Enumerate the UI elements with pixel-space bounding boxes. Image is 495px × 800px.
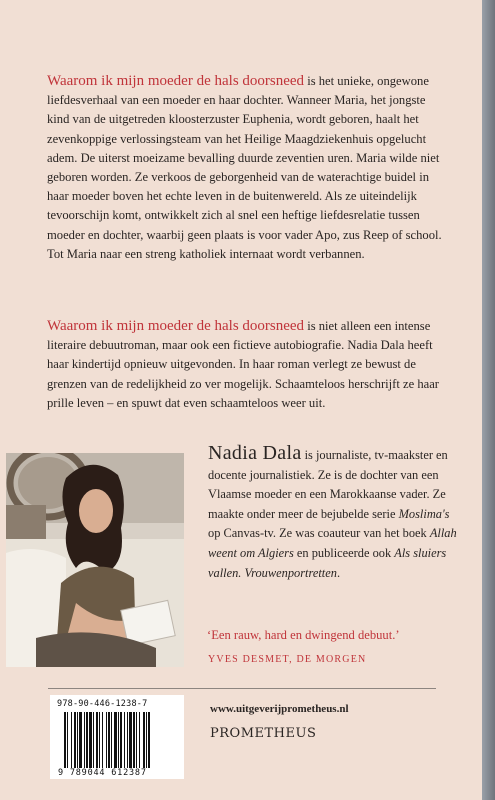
- barcode-bar: [143, 712, 145, 768]
- bio-text-1: is journaliste, tv-maakster en docente journalistiek. Ze is de dochter van een Vlaamse moeder en een Marokkaanse vader. Ze maakte onder meer de bejubelde serie: [208, 448, 448, 521]
- barcode-bar: [86, 712, 88, 768]
- isbn-label: 978-90-446-1238-7: [57, 699, 148, 709]
- barcode-bar: [133, 712, 135, 768]
- review-source: YVES DESMET, DE MORGEN: [208, 654, 367, 665]
- book-title-sluiers: Als sluiers vallen. Vrouwenportretten: [208, 545, 447, 580]
- barcode-bar: [114, 712, 117, 768]
- author-name: Nadia Dala: [208, 442, 302, 464]
- barcode-bar: [146, 712, 147, 768]
- barcode-bar: [127, 712, 128, 768]
- blurb-text-1: is het unieke, ongewone liefdesverhaal van een moeder en haar dochter. Wanneer Maria, het jongste kind van de uitgetreden kloosterzuster Euphenia, wordt geboren, haalt het zevenkoppige verlossingsteam van het Heilige Maagdziekenhuis opgelucht adem. De uiterst moeizame bevalling duurde zeventien uren. Maria wilde niet geboren worden. Ze verkoos de geborgenheid van de waterachtige buidel in haar moeder boven het echte leven in de buitenwereld. Als ze uiteindelijk tevoorschijn komt, ontwikkelt zich al snel een heftige liefdesrelatie tussen moeder en dochter, waarbij geen plaats is voor vader Apo, zus Reep of school. Tot Maria naar een streng katholiek internaat wordt verbannen.: [47, 74, 442, 261]
- author-bio: [208, 444, 458, 583]
- barcode-bar: [96, 712, 98, 768]
- barcode: [64, 712, 178, 768]
- book-title-1: Waarom ik mijn moeder de hals doorsneed: [47, 73, 305, 89]
- series-title: Moslima's: [398, 506, 450, 521]
- barcode-bar: [74, 712, 76, 768]
- barcode-bar: [84, 712, 85, 768]
- barcode-bar: [71, 712, 72, 768]
- blurb-paragraph-1: [47, 72, 447, 264]
- author-photo: [6, 453, 184, 667]
- barcode-bar: [93, 712, 94, 768]
- blurb-paragraph-2: [47, 317, 447, 413]
- divider: [48, 688, 436, 689]
- book-title-2: Waarom ik mijn moeder de hals doorsneed: [47, 318, 305, 334]
- review-quote: ‘Een rauw, hard en dwingend debuut.’: [207, 628, 400, 642]
- bio-text-3: en publiceerde ook: [293, 545, 395, 560]
- book-edge: [482, 0, 495, 800]
- barcode-bar: [139, 712, 140, 768]
- barcode-bar: [99, 712, 100, 768]
- barcode-bar: [106, 712, 107, 768]
- barcode-bar: [89, 712, 92, 768]
- ean-number: 9 789044 612387: [58, 768, 147, 778]
- bio-text-2: op Canvas-tv. Ze was coauteur van het boek: [208, 526, 430, 541]
- barcode-bar: [79, 712, 82, 768]
- publisher-logo: PROMETHEUS: [210, 726, 317, 741]
- barcode-bar: [136, 712, 137, 768]
- barcode-bar: [77, 712, 78, 768]
- barcode-bar: [129, 712, 132, 768]
- barcode-bar: [120, 712, 122, 768]
- bio-text-4: .: [336, 565, 341, 580]
- blurb-text-2: is niet alleen een intense literaire debuutroman, maar ook een fictieve autobiografie. Nadia Dala heeft haar kindertijd opnieuw uitgevonden. In haar roman verlegt ze bewust de grenzen van de redelijkheid zo ver mogelijk. Schaamteloos herschrijft ze haar prille leven – en spuwt dat even schaamteloos weer uit.: [47, 319, 439, 410]
- barcode-bar: [124, 712, 125, 768]
- barcode-bar: [111, 712, 112, 768]
- barcode-bar: [108, 712, 110, 768]
- barcode-bar: [102, 712, 103, 768]
- book-title-allah: Allah weent om Algiers: [208, 526, 457, 560]
- publisher-website: www.uitgeverijprometheus.nl: [210, 703, 349, 715]
- barcode-bar: [118, 712, 119, 768]
- barcode-bar: [67, 712, 68, 768]
- barcode-bar: [64, 712, 66, 768]
- barcode-bar: [148, 712, 150, 768]
